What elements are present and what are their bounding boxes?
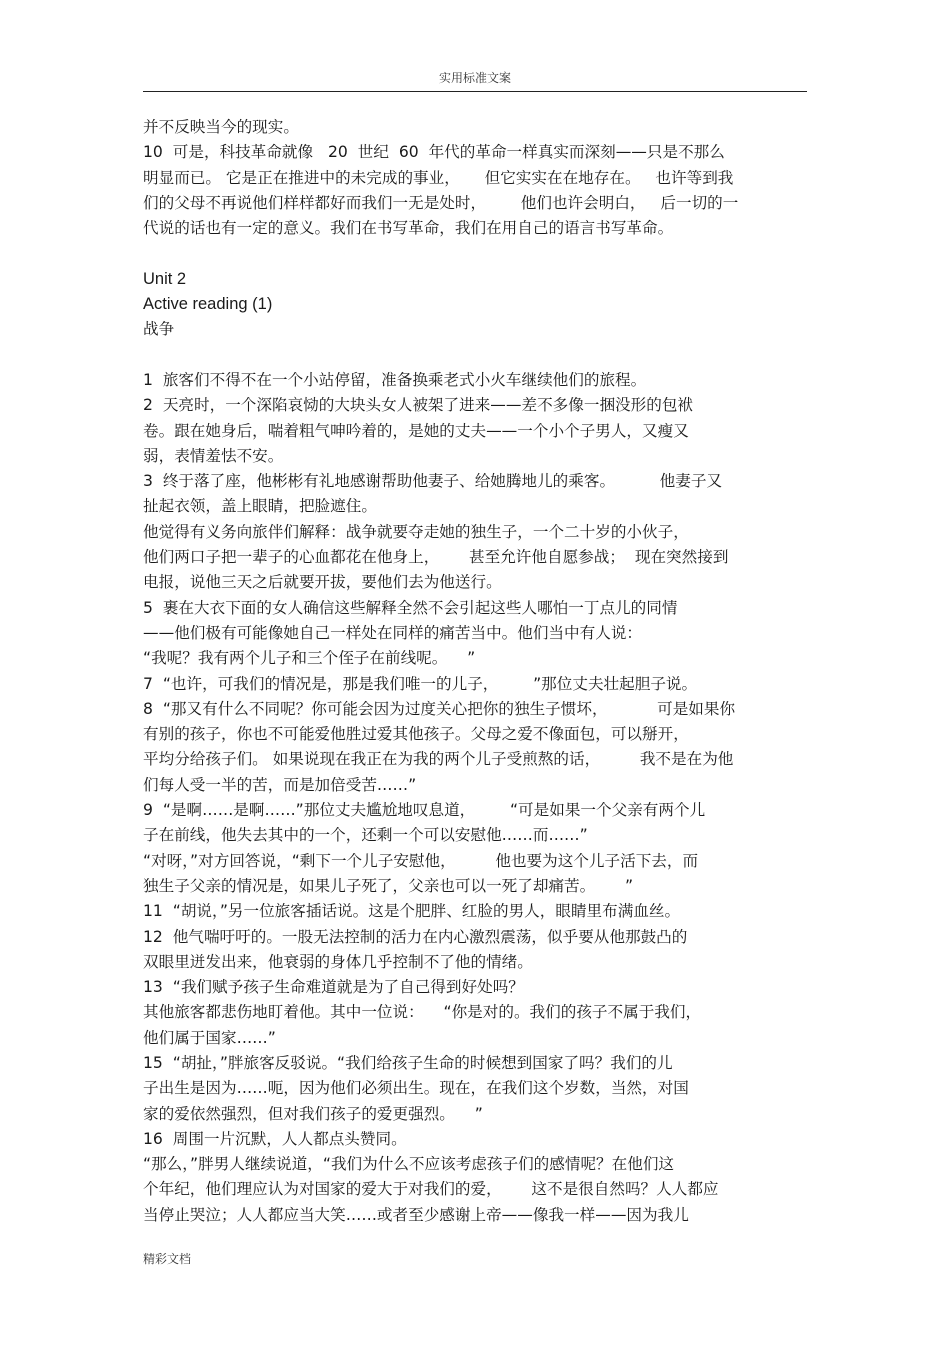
text-line: 7 “也许，可我们的情况是，那是我们唯一的儿子， ”那位丈夫壮起胆子说。 (143, 674, 698, 693)
text-line: 战争 (143, 320, 175, 339)
text-line: 15 “胡扯，”胖旅客反驳说。“我们给孩子生命的时候想到国家了吗？我们的儿 (143, 1053, 673, 1072)
text-line: 们的父母不再说他们样样都好而我们一无是处时， 他们也许会明白， 后一切的一 (143, 193, 739, 212)
text-line: 5 裹在大衣下面的女人确信这些解释全然不会引起这些人哪怕一丁点儿的同情 (143, 598, 678, 617)
text-line: “那么，”胖男人继续说道，“我们为什么不应该考虑孩子们的感情呢？在他们这 (143, 1155, 675, 1174)
text-line: 子出生是因为……呃，因为他们必须出生。现在，在我们这个岁数，当然，对国 (143, 1079, 689, 1098)
text-line: 当停止哭泣；人人都应当大笑……或者至少感谢上帝——像我一样——因为我儿 (143, 1205, 689, 1224)
text-line: 10 可是，科技革命就像 20 世纪 60 年代的革命一样真实而深刻——只是不那么 (143, 143, 725, 162)
text-line: 扯起衣领，盖上眼睛，把脸遮住。 (143, 497, 377, 516)
text-line: ——他们极有可能像她自己一样处在同样的痛苦当中。他们当中有人说： (143, 623, 643, 642)
text-line: 1 旅客们不得不在一个小站停留，准备换乘老式小火车继续他们的旅程。 (143, 370, 647, 389)
text-line: 代说的话也有一定的意义。我们在书写革命，我们在用自己的语言书写革命。 (143, 219, 674, 238)
text-line: 13 “我们赋予孩子生命难道就是为了自己得到好处吗？ (143, 978, 524, 997)
text-line: “对呀，”对方回答说，“剩下一个儿子安慰他， 他也要为这个儿子活下去，而 (143, 851, 699, 870)
text-line: 他觉得有义务向旅伴们解释：战争就要夺走她的独生子，一个二十岁的小伙子， (143, 522, 689, 541)
text-line: 16 周围一片沉默，人人都点头赞同。 (143, 1129, 407, 1148)
text-line: 12 他气喘吁吁的。一股无法控制的活力在内心激烈震荡，似乎要从他那鼓凸的 (143, 927, 688, 946)
text-line: 平均分给孩子们。 如果说现在我正在为我的两个儿子受煎熬的话， 我不是在为他 (143, 750, 734, 769)
text-line: 弱，表情羞怯不安。 (143, 446, 284, 465)
text-line: 11 “胡说，”另一位旅客插话说。这是个肥胖、红脸的男人，眼睛里布满血丝。 (143, 902, 681, 921)
text-line: 并不反映当今的现实。 (143, 118, 299, 136)
text-line: 其他旅客都悲伤地盯着他。其中一位说： “你是对的。我们的孩子不属于我们， (143, 1003, 702, 1022)
text-line: 8 “那又有什么不同呢？你可能会因为过度关心把你的独生子惯坏， 可是如果你 (143, 699, 736, 718)
body-text (143, 115, 807, 1228)
text-line: 子在前线，他失去其中的一个，还剩一个可以安慰他……而……” (143, 826, 588, 845)
text-line: Active reading (1) (143, 295, 273, 314)
text-line: 他们属于国家……” (143, 1028, 276, 1047)
text-line: 独生子父亲的情况是，如果儿子死了，父亲也可以一死了却痛苦。 ” (143, 876, 634, 895)
text-line: “我呢？我有两个儿子和三个侄子在前线呢。 ” (143, 649, 476, 668)
text-line: 个年纪，他们理应认为对国家的爱大于对我们的爱， 这不是很自然吗？人人都应 (143, 1180, 719, 1199)
header-rule (143, 91, 807, 92)
text-line: 3 终于落了座，他彬彬有礼地感谢帮助他妻子、给她腾地儿的乘客。 他妻子又 (143, 472, 723, 491)
text-line: 家的爱依然强烈，但对我们孩子的爱更强烈。 ” (143, 1104, 483, 1123)
page-header: 实用标准文案 (438, 71, 511, 85)
text-line: Unit 2 (143, 269, 187, 288)
text-line: 双眼里迸发出来，他衰弱的身体几乎控制不了他的情绪。 (143, 952, 533, 971)
text-line: 们每人受一半的苦，而是加倍受苦……” (143, 775, 417, 794)
text-line: 9 “是啊……是啊……”那位丈夫尴尬地叹息道， “可是如果一个父亲有两个儿 (143, 801, 706, 820)
text-line: 电报，说他三天之后就要开拔，要他们去为他送行。 (143, 573, 502, 592)
page-footer: 精彩文档 (143, 1252, 192, 1266)
text-line: 2 天亮时，一个深陷哀恸的大块头女人被架了进来——差不多像一捆没形的包袱 (143, 396, 694, 415)
text-line (143, 241, 807, 266)
text-line: 卷。跟在她身后，喘着粗气呻吟着的，是她的丈夫——一个小个子男人，又瘦又 (143, 421, 689, 440)
text-line: 他们两口子把一辈子的心血都花在他身上， 甚至允许他自愿参战； 现在突然接到 (143, 548, 729, 567)
text-line: 明显而已。 它是正在推进中的未完成的事业， 但它实实在在地存在。 也许等到我 (143, 168, 734, 187)
text-line: 有别的孩子，你也不可能爱他胜过爱其他孩子。父母之爱不像面包，可以掰开， (143, 725, 689, 744)
text-line (143, 343, 807, 368)
